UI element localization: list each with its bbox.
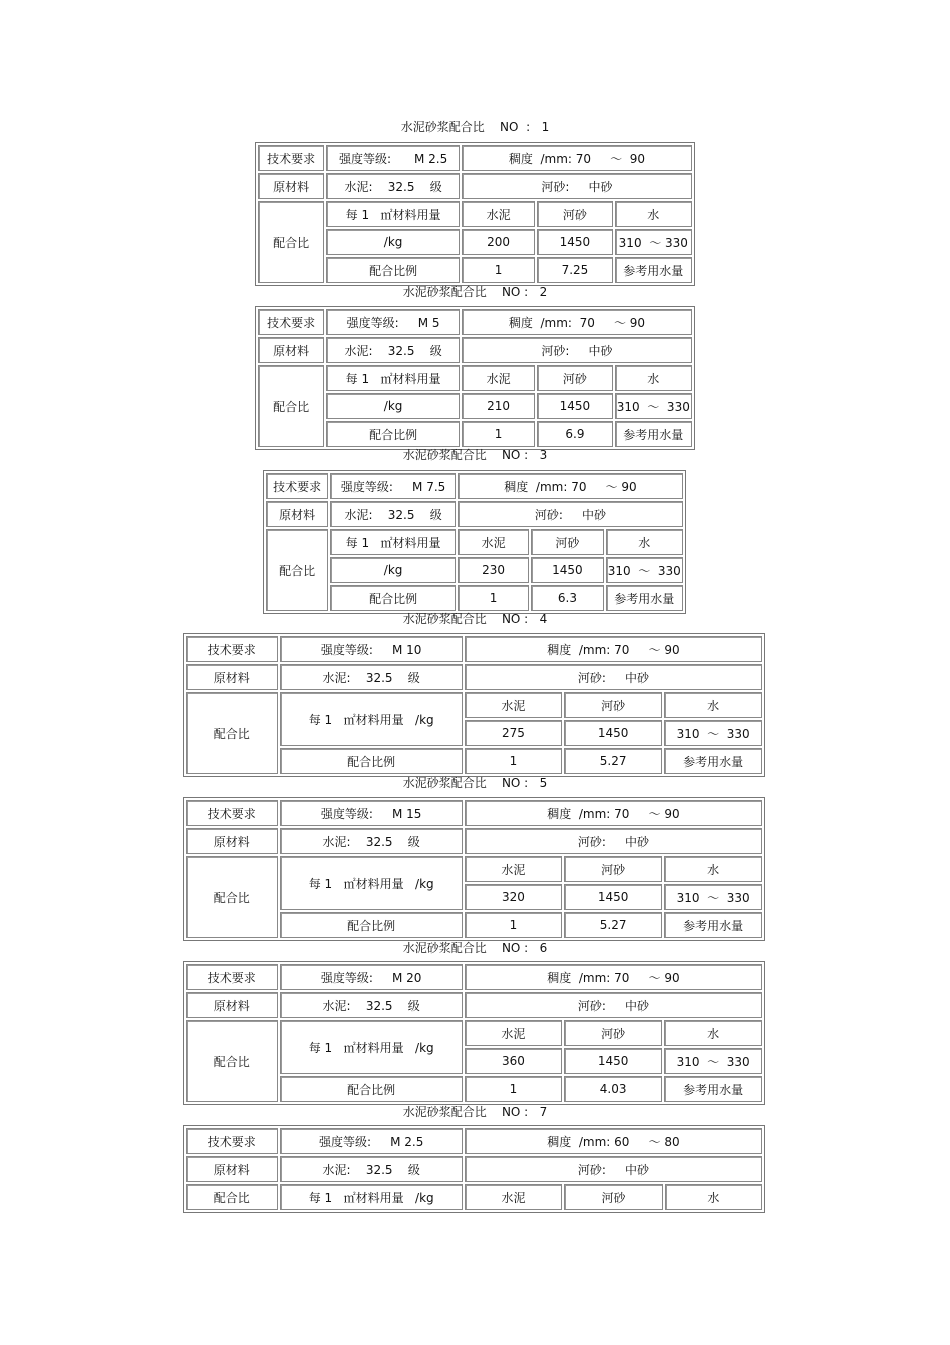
- strength-grade: 强度等级: M 20: [280, 964, 463, 990]
- table-title: 水泥砂浆配合比 NO : 7: [402, 1105, 548, 1119]
- sand-kg: 1450: [537, 393, 612, 419]
- water-kg: 310 ～ 330: [615, 229, 692, 255]
- water-kg: 310 ～ 330: [664, 720, 762, 746]
- ratio-label: 配合比例: [280, 1076, 463, 1102]
- tech-req-label: 技术要求: [258, 145, 324, 171]
- table-title: 水泥砂浆配合比 NO : 1: [400, 120, 550, 134]
- per-m3-unit: /kg: [326, 229, 460, 255]
- consistency: 稠度 /mm: 70 ～ 90: [462, 145, 692, 171]
- sand-type: 河砂: 中砂: [465, 828, 762, 854]
- sand-kg: 1450: [537, 229, 612, 255]
- ratio-label: 配合比例: [280, 748, 463, 774]
- strength-grade: 强度等级: M 2.5: [280, 1128, 463, 1154]
- cement-grade: 水泥: 32.5 级: [280, 1156, 463, 1182]
- mix-table-5: [183, 797, 765, 941]
- cement-grade: 水泥: 32.5 级: [326, 337, 460, 363]
- sand-header: 河砂: [564, 1020, 662, 1046]
- ratio-label: 配合比例: [280, 912, 463, 938]
- cement-header: 水泥: [462, 201, 535, 227]
- strength-grade: 强度等级: M 7.5: [330, 473, 456, 499]
- sand-kg: 1450: [564, 1048, 662, 1074]
- mix-table-7: [183, 1125, 765, 1213]
- sand-type: 河砂: 中砂: [465, 664, 762, 690]
- cement-header: 水泥: [465, 856, 562, 882]
- sand-type: 河砂: 中砂: [465, 992, 762, 1018]
- ratio-cement: 1: [465, 748, 562, 774]
- water-kg: 310 ～ 330: [606, 557, 683, 583]
- cement-kg: 230: [458, 557, 529, 583]
- mix-ratio-label: 配合比: [186, 856, 278, 938]
- cement-kg: 320: [465, 884, 562, 910]
- strength-grade: 强度等级: M 15: [280, 800, 463, 826]
- tech-req-label: 技术要求: [186, 636, 278, 662]
- ref-water-label: 参考用水量: [664, 1076, 762, 1102]
- ref-water-label: 参考用水量: [615, 421, 692, 447]
- tech-req-label: 技术要求: [266, 473, 328, 499]
- cement-header: 水泥: [465, 1184, 562, 1210]
- mix-ratio-label: 配合比: [186, 1020, 278, 1102]
- ratio-label: 配合比例: [326, 421, 460, 447]
- water-kg: 310 ～ 330: [664, 884, 762, 910]
- raw-material-label: 原材料: [258, 173, 324, 199]
- table-title: 水泥砂浆配合比 NO : 6: [402, 941, 548, 955]
- water-kg: 310 ～ 330: [664, 1048, 762, 1074]
- tech-req-label: 技术要求: [186, 964, 278, 990]
- sand-type: 河砂: 中砂: [462, 337, 692, 363]
- per-m3-label: 每 1 ㎡材料用量: [326, 365, 460, 391]
- mix-table-3: [263, 470, 686, 614]
- per-m3-label: 每 1 ㎡材料用量 /kg: [280, 692, 463, 746]
- sand-kg: 1450: [531, 557, 603, 583]
- water-header: 水: [615, 365, 692, 391]
- ref-water-label: 参考用水量: [664, 912, 762, 938]
- consistency: 稠度 /mm: 70 ～ 90: [458, 473, 683, 499]
- table-title: 水泥砂浆配合比 NO : 5: [402, 776, 548, 790]
- cement-kg: 210: [462, 393, 535, 419]
- sand-header: 河砂: [531, 529, 603, 555]
- ratio-cement: 1: [462, 257, 535, 283]
- sand-type: 河砂: 中砂: [462, 173, 692, 199]
- cement-kg: 200: [462, 229, 535, 255]
- strength-grade: 强度等级: M 10: [280, 636, 463, 662]
- ratio-sand: 4.03: [564, 1076, 662, 1102]
- ref-water-label: 参考用水量: [606, 585, 683, 611]
- strength-grade: 强度等级: M 2.5: [326, 145, 460, 171]
- per-m3-label: 每 1 ㎡材料用量 /kg: [280, 856, 463, 910]
- ratio-cement: 1: [465, 912, 562, 938]
- per-m3-label: 每 1 ㎡材料用量: [330, 529, 456, 555]
- per-m3-unit: /kg: [326, 393, 460, 419]
- sand-header: 河砂: [564, 856, 662, 882]
- ratio-sand: 6.9: [537, 421, 612, 447]
- cement-header: 水泥: [465, 692, 562, 718]
- table-title: 水泥砂浆配合比 NO : 4: [402, 612, 548, 626]
- consistency: 稠度 /mm: 70 ～ 90: [465, 800, 762, 826]
- sand-type: 河砂: 中砂: [465, 1156, 762, 1182]
- per-m3-label: 每 1 ㎡材料用量 /kg: [280, 1184, 463, 1210]
- tech-req-label: 技术要求: [258, 309, 324, 335]
- cement-kg: 275: [465, 720, 562, 746]
- mix-table-2: [255, 306, 695, 450]
- ratio-sand: 5.27: [564, 748, 662, 774]
- sand-kg: 1450: [564, 884, 662, 910]
- mix-table-6: [183, 961, 765, 1105]
- mix-ratio-label: 配合比: [258, 365, 324, 447]
- water-header: 水: [665, 1184, 762, 1210]
- ratio-sand: 6.3: [531, 585, 603, 611]
- tech-req-label: 技术要求: [186, 1128, 278, 1154]
- sand-header: 河砂: [564, 692, 662, 718]
- mix-ratio-label: 配合比: [258, 201, 324, 283]
- water-header: 水: [664, 1020, 762, 1046]
- cement-kg: 360: [465, 1048, 562, 1074]
- ratio-sand: 5.27: [564, 912, 662, 938]
- per-m3-label: 每 1 ㎡材料用量: [326, 201, 460, 227]
- sand-kg: 1450: [564, 720, 662, 746]
- raw-material-label: 原材料: [186, 664, 278, 690]
- strength-grade: 强度等级: M 5: [326, 309, 460, 335]
- mix-table-1: [255, 142, 695, 286]
- ref-water-label: 参考用水量: [664, 748, 762, 774]
- tech-req-label: 技术要求: [186, 800, 278, 826]
- ratio-cement: 1: [465, 1076, 562, 1102]
- ratio-label: 配合比例: [326, 257, 460, 283]
- sand-header: 河砂: [537, 201, 612, 227]
- water-header: 水: [664, 692, 762, 718]
- table-title: 水泥砂浆配合比 NO : 2: [402, 285, 548, 299]
- consistency: 稠度 /mm: 70 ～ 90: [465, 964, 762, 990]
- water-header: 水: [664, 856, 762, 882]
- cement-header: 水泥: [462, 365, 535, 391]
- raw-material-label: 原材料: [266, 501, 328, 527]
- ratio-cement: 1: [458, 585, 529, 611]
- raw-material-label: 原材料: [186, 1156, 278, 1182]
- ratio-label: 配合比例: [330, 585, 456, 611]
- sand-header: 河砂: [564, 1184, 662, 1210]
- sand-header: 河砂: [537, 365, 612, 391]
- consistency: 稠度 /mm: 70 ～ 90: [462, 309, 692, 335]
- cement-grade: 水泥: 32.5 级: [280, 828, 463, 854]
- mix-ratio-label: 配合比: [186, 1184, 278, 1210]
- cement-header: 水泥: [465, 1020, 562, 1046]
- ratio-cement: 1: [462, 421, 535, 447]
- water-kg: 310 ～ 330: [615, 393, 692, 419]
- raw-material-label: 原材料: [186, 992, 278, 1018]
- ref-water-label: 参考用水量: [615, 257, 692, 283]
- water-header: 水: [615, 201, 692, 227]
- mix-ratio-label: 配合比: [266, 529, 328, 611]
- raw-material-label: 原材料: [258, 337, 324, 363]
- table-title: 水泥砂浆配合比 NO : 3: [402, 448, 548, 462]
- cement-grade: 水泥: 32.5 级: [326, 173, 460, 199]
- per-m3-unit: /kg: [330, 557, 456, 583]
- ratio-sand: 7.25: [537, 257, 612, 283]
- per-m3-label: 每 1 ㎡材料用量 /kg: [280, 1020, 463, 1074]
- mix-table-4: [183, 633, 765, 777]
- water-header: 水: [606, 529, 683, 555]
- mix-ratio-label: 配合比: [186, 692, 278, 774]
- raw-material-label: 原材料: [186, 828, 278, 854]
- cement-grade: 水泥: 32.5 级: [280, 992, 463, 1018]
- cement-header: 水泥: [458, 529, 529, 555]
- consistency: 稠度 /mm: 60 ～ 80: [465, 1128, 762, 1154]
- cement-grade: 水泥: 32.5 级: [330, 501, 456, 527]
- sand-type: 河砂: 中砂: [458, 501, 683, 527]
- cement-grade: 水泥: 32.5 级: [280, 664, 463, 690]
- consistency: 稠度 /mm: 70 ～ 90: [465, 636, 762, 662]
